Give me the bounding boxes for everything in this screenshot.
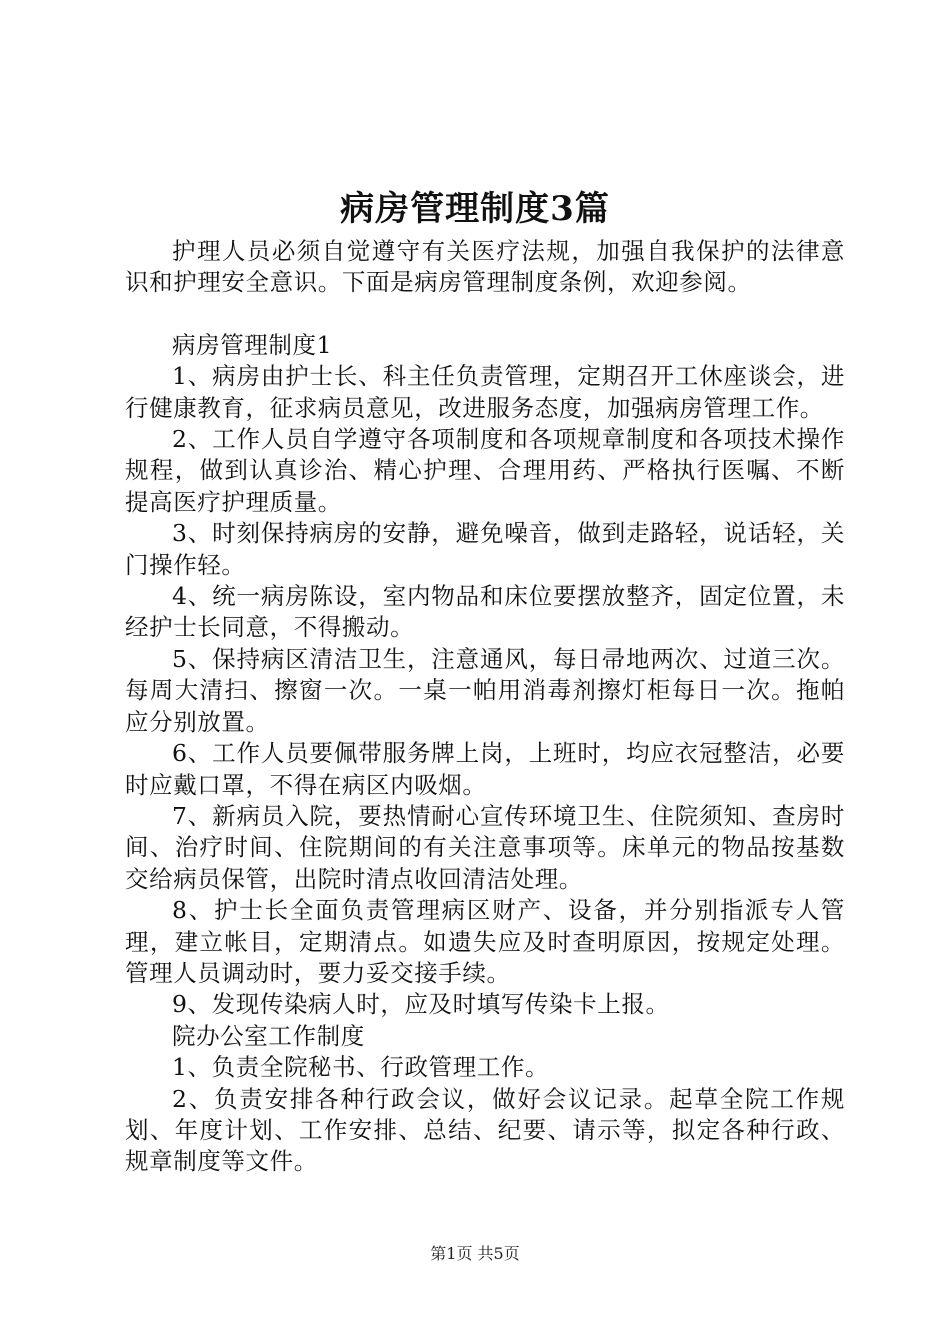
- office-rule-paragraph-1: 1、负责全院秘书、行政管理工作。: [172, 1053, 550, 1082]
- rule-paragraph-7: 7、新病员入院，要热情耐心宣传环境卫生、住院须知、查房时间、治疗时间、住院期间的有关注意事项等。床单元的物品按基数交给病员保管，出院时清点收回清洁处理。: [125, 801, 845, 893]
- rule-paragraph-8: 8、护士长全面负责管理病区财产、设备，并分别指派专人管理，建立帐目，定期清点。如遗失应及时查明原因，按规定处理。管理人员调动时，要力妥交接手续。: [125, 896, 845, 987]
- document-body: [125, 236, 845, 1178]
- rule-paragraph-3: 3、时刻保持病房的安静，避免噪音，做到走路轻，说话轻，关门操作轻。: [125, 519, 845, 579]
- rule-paragraph-2: 2、工作人员自学遵守各项制度和各项规章制度和各项技术操作规程，做到认真诊治、精心护理、合理用药、严格执行医嘱、不断提高医疗护理质量。: [125, 425, 845, 516]
- section-heading-office-rules: 院办公室工作制度: [172, 1021, 365, 1050]
- rule-paragraph-4: 4、统一病房陈设，室内物品和床位要摆放整齐，固定位置，未经护士长同意，不得搬动。: [125, 582, 845, 642]
- page-number-footer: 第1页 共5页: [430, 1244, 520, 1263]
- rule-paragraph-1: 1、病房由护士长、科主任负责管理，定期召开工休座谈会，进行健康教育，征求病员意见，改进服务态度，加强病房管理工作。: [125, 362, 845, 422]
- document-title: 病房管理制度3篇: [340, 189, 610, 229]
- rule-paragraph-5: 5、保持病区清洁卫生，注意通风，每日帚地两次、过道三次。每周大清扫、擦窗一次。一桌一帕用消毒剂擦灯柜每日一次。拖帕应分别放置。: [125, 644, 845, 736]
- section-heading-ward-rules: 病房管理制度1: [172, 330, 333, 359]
- intro-paragraph: 护理人员必须自觉遵守有关医疗法规，加强自我保护的法律意识和护理安全意识。下面是病房管理制度条例，欢迎参阅。: [125, 237, 845, 297]
- rule-paragraph-9: 9、发现传染病人时，应及时填写传染卡上报。: [172, 990, 670, 1019]
- rule-paragraph-6: 6、工作人员要佩带服务牌上岗，上班时，均应衣冠整洁，必要时应戴口罩，不得在病区内吸烟。: [125, 739, 845, 799]
- office-rule-paragraph-2: 2、负责安排各种行政会议，做好会议记录。起草全院工作规划、年度计划、工作安排、总结、纪要、请示等，拟定各种行政、规章制度等文件。: [125, 1084, 845, 1176]
